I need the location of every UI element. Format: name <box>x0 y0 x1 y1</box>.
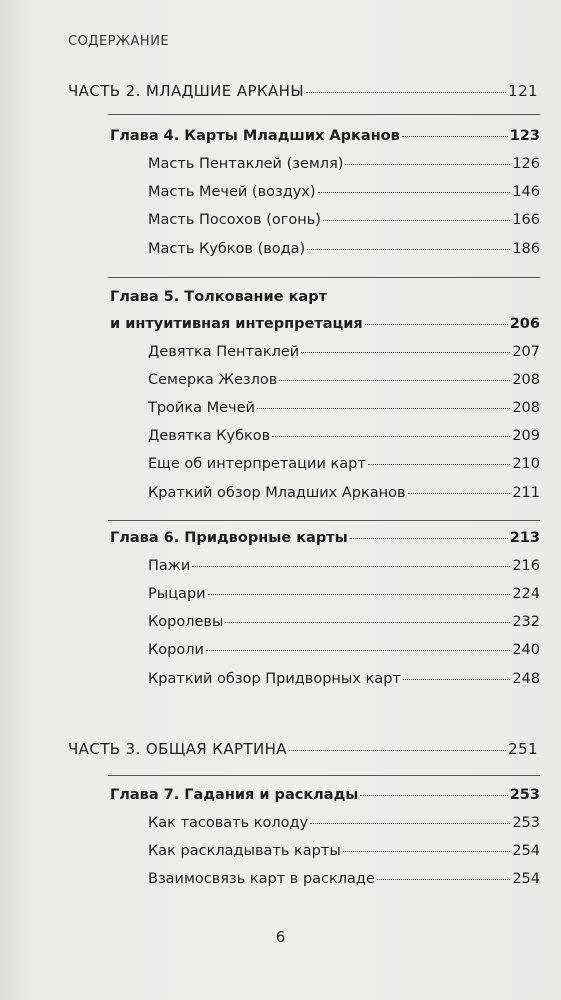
toc-entry-label: Как раскладывать карты <box>148 843 341 859</box>
toc-entry-label: Королевы <box>148 614 224 630</box>
dot-leader <box>272 436 510 437</box>
toc-chapter-5 <box>110 316 540 332</box>
toc-page-number: 253 <box>509 787 540 803</box>
dot-leader <box>301 352 510 353</box>
toc-part-title: ЧАСТЬ 2. МЛАДШИЕ АРКАНЫ <box>68 82 304 100</box>
toc-entry <box>148 671 540 687</box>
toc-entry-label: Короли <box>148 642 204 658</box>
toc-page-number: 240 <box>512 642 540 658</box>
toc-entry-label: Масть Посохов (огонь) <box>148 212 321 228</box>
dot-leader <box>408 493 511 494</box>
section-header: СОДЕРЖАНИЕ <box>68 34 170 49</box>
toc-chapter-title-line1: Глава 5. Толкование карт <box>110 289 328 305</box>
toc-entry <box>148 485 540 501</box>
toc-entry-label: Пажи <box>148 558 191 574</box>
toc-page-number: 208 <box>512 400 540 416</box>
dot-leader <box>402 136 508 137</box>
toc-entry <box>148 642 540 658</box>
toc-page-number: 216 <box>512 558 540 574</box>
toc-entry-label: Взаимосвязь карт в раскладе <box>148 871 375 887</box>
toc-entry <box>148 372 540 388</box>
dot-leader <box>377 879 510 880</box>
toc-page-number: 211 <box>512 485 540 501</box>
dot-leader <box>368 464 511 465</box>
toc-part-3 <box>68 740 538 758</box>
toc-entry-label: Девятка Пентаклей <box>148 344 300 360</box>
dot-leader <box>323 220 510 221</box>
dot-leader <box>345 164 510 165</box>
toc-entry <box>148 558 540 574</box>
toc-chapter-7 <box>110 787 540 803</box>
toc-entry <box>148 241 540 257</box>
dot-leader <box>306 92 506 93</box>
toc-entry <box>148 815 540 831</box>
dot-leader <box>225 622 510 623</box>
dot-leader <box>307 249 510 250</box>
dot-leader <box>350 538 508 539</box>
dot-leader <box>257 408 510 409</box>
toc-page-number: 224 <box>512 586 540 602</box>
toc-entry-label: Краткий обзор Младших Арканов <box>148 485 406 501</box>
dot-leader <box>208 594 511 595</box>
toc-chapter-title: и интуитивная интерпретация <box>110 316 363 332</box>
toc-page-number: 209 <box>512 428 540 444</box>
toc-page-number: 207 <box>512 344 540 360</box>
toc-chapter-6 <box>110 530 540 546</box>
toc-chapter-4 <box>110 128 540 144</box>
toc-entry <box>148 428 540 444</box>
toc-page-number: 254 <box>512 843 540 859</box>
toc-page-number: 251 <box>508 740 538 758</box>
separator-line <box>108 114 540 115</box>
toc-entry-label: Девятка Кубков <box>148 428 271 444</box>
toc-page-number: 232 <box>512 614 540 630</box>
toc-page-number: 123 <box>509 128 540 144</box>
toc-entry-label: Краткий обзор Придворных карт <box>148 671 401 687</box>
dot-leader <box>289 750 506 751</box>
toc-entry <box>148 456 540 472</box>
toc-entry-label: Тройка Мечей <box>148 400 255 416</box>
toc-chapter-title: Глава 7. Гадания и расклады <box>110 787 359 803</box>
toc-page-number: 208 <box>512 372 540 388</box>
toc-entry-label: Масть Кубков (вода) <box>148 241 306 257</box>
toc-page-number: 206 <box>509 316 540 332</box>
toc-entry-label: Еще об интерпретации карт <box>148 456 366 472</box>
toc-entry-label: Масть Мечей (воздух) <box>148 184 316 200</box>
toc-page-number: 186 <box>512 241 540 257</box>
toc-entry <box>148 614 540 630</box>
toc-entry <box>148 871 540 887</box>
page-number: 6 <box>275 928 286 946</box>
toc-entry-label: Семерка Жезлов <box>148 372 278 388</box>
toc-page-number: 253 <box>512 815 540 831</box>
separator-line <box>108 775 540 776</box>
toc-entry-label: Рыцари <box>148 586 206 602</box>
toc-page-number: 126 <box>512 156 540 172</box>
toc-page-number: 121 <box>508 82 538 100</box>
toc-entry <box>148 843 540 859</box>
toc-chapter-title: Глава 6. Придворные карты <box>110 530 348 546</box>
dot-leader <box>365 324 508 325</box>
dot-leader <box>310 823 510 824</box>
toc-part-title: ЧАСТЬ 3. ОБЩАЯ КАРТИНА <box>68 740 287 758</box>
toc-entry <box>148 344 540 360</box>
toc-page-number: 146 <box>512 184 540 200</box>
toc-page-number: 254 <box>512 871 540 887</box>
toc-entry-label: Масть Пентаклей (земля) <box>148 156 344 172</box>
toc-page-number: 210 <box>512 456 540 472</box>
toc-page-number: 166 <box>512 212 540 228</box>
dot-leader <box>403 679 510 680</box>
toc-chapter-title: Глава 4. Карты Младших Арканов <box>110 128 400 144</box>
separator-line <box>108 277 540 278</box>
toc-entry <box>148 586 540 602</box>
separator-line <box>108 520 540 521</box>
toc-page-number: 213 <box>509 530 540 546</box>
dot-leader <box>206 650 510 651</box>
dot-leader <box>360 795 507 796</box>
toc-page-number: 248 <box>512 671 540 687</box>
dot-leader <box>192 566 510 567</box>
toc-entry-label: Как тасовать колоду <box>148 815 309 831</box>
dot-leader <box>279 380 510 381</box>
toc-entry <box>148 184 540 200</box>
toc-entry <box>148 400 540 416</box>
toc-entry <box>148 212 540 228</box>
toc-entry <box>148 156 540 172</box>
toc-part-2 <box>68 82 538 100</box>
dot-leader <box>318 192 511 193</box>
dot-leader <box>343 851 511 852</box>
